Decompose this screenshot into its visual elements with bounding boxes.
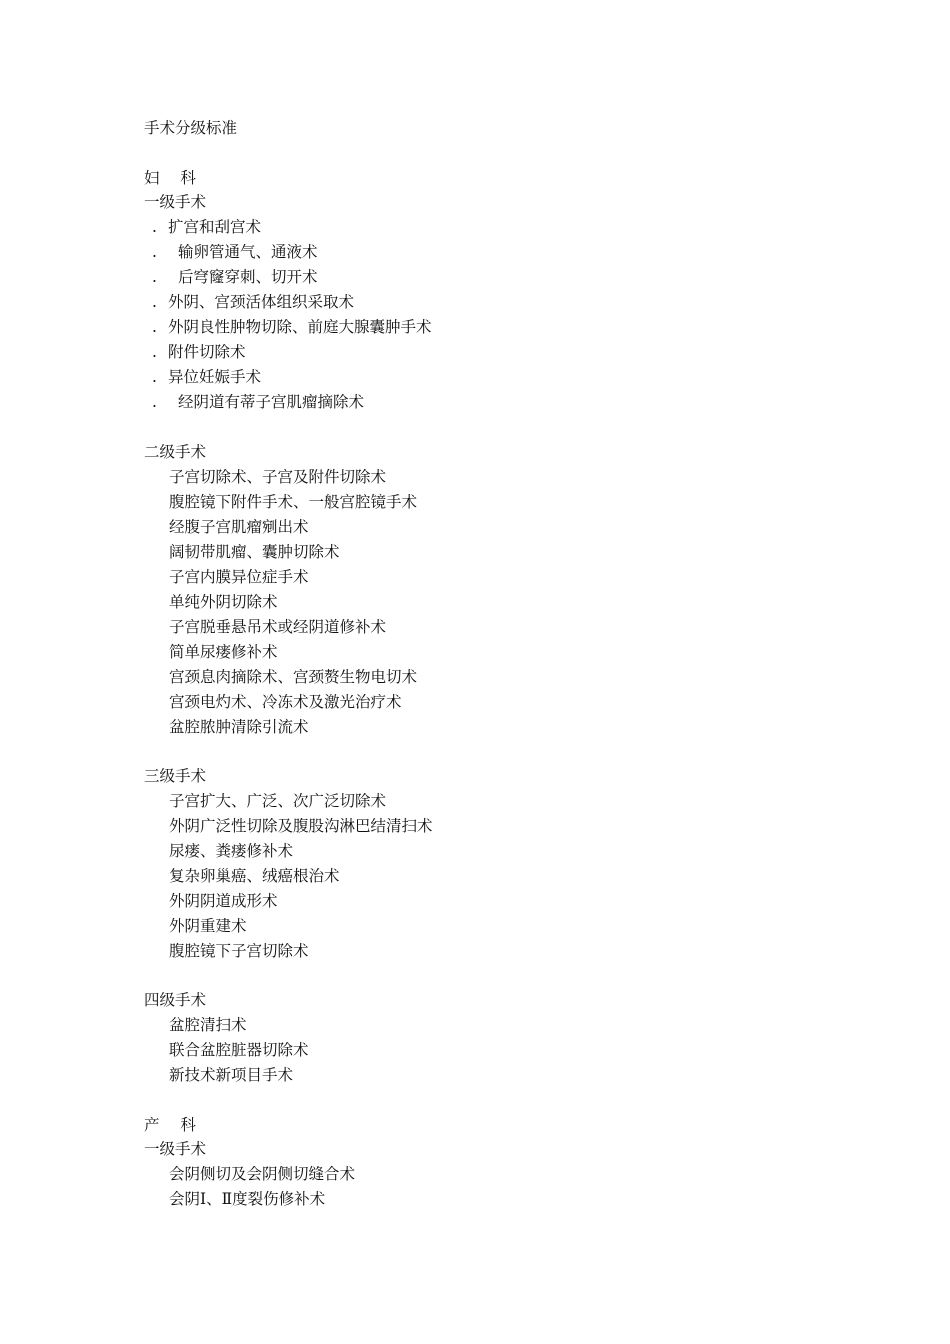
list-item: 新技术新项目手术: [169, 1066, 294, 1084]
section-heading-gyn-level4: 四级手术: [144, 991, 207, 1009]
list-item: 腹腔镜下子宫切除术: [169, 942, 309, 960]
list-bullet: .: [152, 293, 157, 311]
list-item: 联合盆腔脏器切除术: [169, 1041, 309, 1059]
list-item: 复杂卵巢癌、绒癌根治术: [169, 867, 340, 885]
list-item: 宫颈息肉摘除术、宫颈赘生物电切术: [169, 668, 418, 686]
list-item: . 异位妊娠手术: [144, 366, 261, 388]
list-bullet: .: [152, 343, 157, 361]
section-heading-gyn-level3: 三级手术: [144, 767, 207, 785]
list-bullet: .: [152, 268, 157, 286]
list-item: 外阴重建术: [169, 917, 247, 935]
department-heading-obstetrics: 产 科: [144, 1116, 204, 1134]
list-item: 盆腔脓肿清除引流术: [169, 718, 309, 736]
list-item: 单纯外阴切除术: [169, 593, 278, 611]
list-item: 子宫切除术、子宫及附件切除术: [169, 468, 387, 486]
list-item: 尿瘘、粪瘘修补术: [169, 842, 294, 860]
department-heading-gynecology: 妇 科: [144, 169, 204, 187]
list-item: 简单尿瘘修补术: [169, 643, 278, 661]
list-item: 子宫脱垂悬吊术或经阴道修补术: [169, 618, 387, 636]
list-item: 外阴阴道成形术: [169, 892, 278, 910]
list-item: . 外阴、宫颈活体组织采取术: [144, 291, 354, 313]
section-heading-gyn-level1: 一级手术: [144, 193, 207, 211]
section-heading-obs-level1: 一级手术: [144, 1140, 207, 1158]
list-bullet: .: [152, 318, 157, 336]
list-item: 腹腔镜下附件手术、一般宫腔镜手术: [169, 493, 418, 511]
list-item: 盆腔清扫术: [169, 1016, 247, 1034]
list-bullet: .: [152, 368, 157, 386]
list-item: 会阴侧切及会阴侧切缝合术: [169, 1165, 356, 1183]
list-bullet: .: [152, 218, 157, 236]
list-bullet: .: [152, 243, 157, 261]
list-item: 宫颈电灼术、冷冻术及激光治疗术: [169, 693, 402, 711]
list-item: 外阴广泛性切除及腹股沟淋巴结清扫术: [169, 817, 433, 835]
list-item: 子宫内膜异位症手术: [169, 568, 309, 586]
list-item: . 附件切除术: [144, 341, 246, 363]
list-item: . 经阴道有蒂子宫肌瘤摘除术: [144, 391, 364, 413]
list-item: . 后穹窿穿刺、切开术: [144, 266, 318, 288]
list-item: 子宫扩大、广泛、次广泛切除术: [169, 792, 387, 810]
document-title: 手术分级标准: [144, 119, 238, 137]
list-item: 经腹子宫肌瘤剜出术: [169, 518, 309, 536]
list-item: . 扩宫和刮宫术: [144, 216, 261, 238]
list-item: . 输卵管通气、通液术: [144, 241, 318, 263]
list-item: 会阴Ⅰ、Ⅱ度裂伤修补术: [169, 1190, 326, 1208]
list-item: . 外阴良性肿物切除、前庭大腺囊肿手术: [144, 316, 432, 338]
list-item: 阔韧带肌瘤、囊肿切除术: [169, 543, 340, 561]
section-heading-gyn-level2: 二级手术: [144, 443, 207, 461]
list-bullet: .: [152, 393, 157, 411]
